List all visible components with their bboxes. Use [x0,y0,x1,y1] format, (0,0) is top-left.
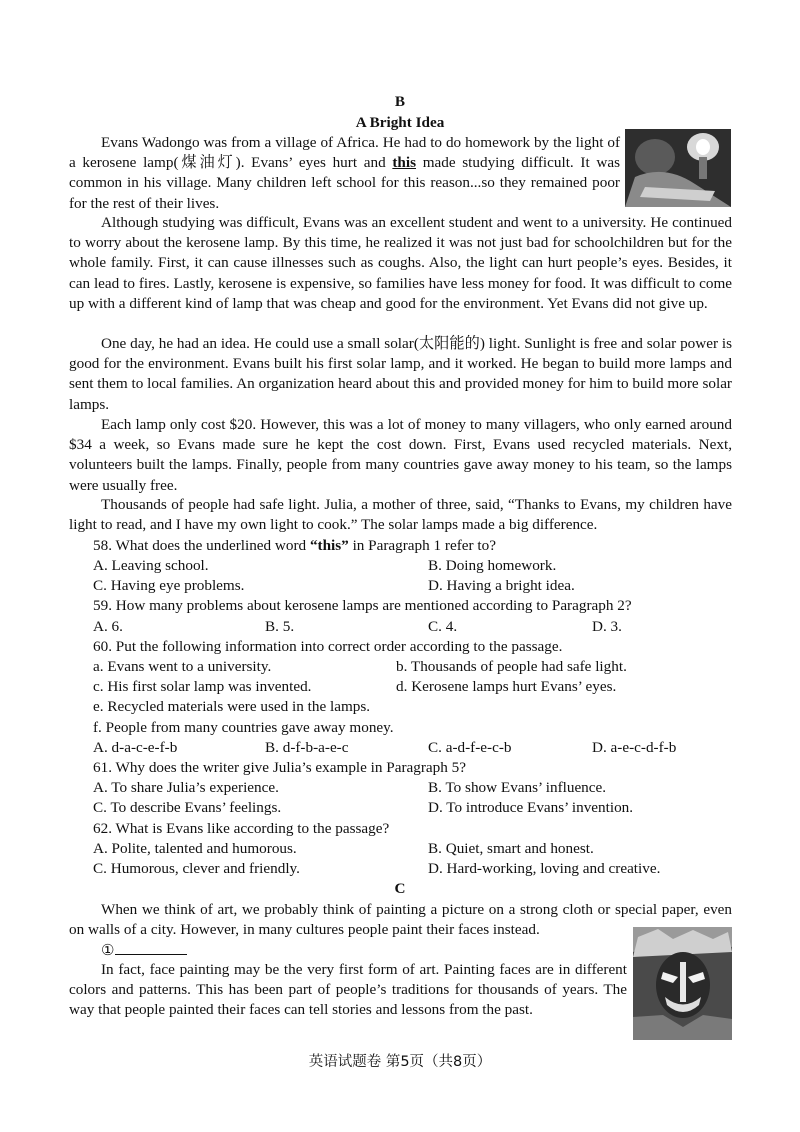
q60-item-f: f. People from many countries gave away money. [93,719,394,736]
question-58-stem: 58. What does the underlined word “this” in Paragraph 1 refer to? [93,537,496,554]
q58-option-c: C. Having eye problems. [93,577,245,594]
q61-option-d: D. To introduce Evans’ invention. [428,799,634,816]
q59-option-c: C. 4. [428,618,458,635]
paragraph-5: Thousands of people had safe light. Julia, a mother of three, said, “Thanks to Evans, my children have light to read, and I have my own light to cook.” The solar lamps made a big difference. [69,496,732,534]
paragraph-1: Evans Wadongo was from a village of Africa. He had to do homework by the light of a kerosene lamp(煤油灯). Evans’ eyes hurt and this made studying difficult. It was common in his village. Many children left school for this reason...so they remained poor for the rest of their lives. [69,134,620,212]
blank-line [115,940,187,955]
section-c-paragraph-1: When we think of art, we probably think of painting a picture on a strong cloth or special paper, even on walls of a city. However, in many cultures people paint their faces instead. [69,901,732,939]
question-61-stem: 61. Why does the writer give Julia’s example in Paragraph 5? [93,759,466,776]
q58-option-d: D. Having a bright idea. [428,577,575,594]
q59-option-d: D. 3. [592,618,622,635]
q62-option-b: B. Quiet, smart and honest. [428,840,594,857]
question-59-stem: 59. How many problems about kerosene lamps are mentioned according to Paragraph 2? [93,597,632,614]
q61-option-c: C. To describe Evans’ feelings. [93,799,282,816]
page-footer: 英语试题卷 第5页（共8页） [308,1054,492,1070]
passage-title: A Bright Idea [355,114,445,131]
q60-item-c: c. His first solar lamp was invented. [93,678,312,695]
q60-option-b: B. d-f-b-a-e-c [265,739,349,756]
q58-option-b: B. Doing homework. [428,557,557,574]
q60-option-c: C. a-d-f-e-c-b [428,739,512,756]
answer-blank-1[interactable]: ① [101,940,187,961]
question-60-stem: 60. Put the following information into correct order according to the passage. [93,638,563,655]
q62-option-c: C. Humorous, clever and friendly. [93,860,300,877]
q61-option-a: A. To share Julia’s experience. [93,779,279,796]
q60-item-a: a. Evans went to a university. [93,658,272,675]
kerosene-lamp-photo [625,129,731,207]
underlined-word-this: this [392,154,416,172]
q62-option-d: D. Hard-working, loving and creative. [428,860,661,877]
paragraph-2: Although studying was difficult, Evans was an excellent student and went to a university. He continued to worry about the kerosene lamp. By this time, he realized it was not just bad for schoolchildren but for the whole family. First, it can cause illnesses such as coughs. Also, the light can hurt people’s eyes. Besides, it can lead to fires. Lastly, kerosene is expensive, so families have less money for food. It was difficult to come up with a different kind of lamp that was cheap and good for the environment. Yet Evans did not give up. [69,214,732,312]
question-62-stem: 62. What is Evans like according to the passage? [93,820,390,837]
face-painting-photo [633,927,732,1040]
paragraph-4: Each lamp only cost $20. However, this was a lot of money to many villagers, who only earned around $34 a week, so Evans made sure he kept the cost down. First, Evans used recycled materials. Next, volunteers built the lamps. Finally, people from many countries gave away money to his team, so the lamps were usually free. [69,416,732,494]
section-c-paragraph-2: In fact, face painting may be the very first form of art. Painting faces are in different colors and patterns. This has been part of people’s traditions for thousands of years. The way that people painted their faces can tell stories and lessons from the past. [69,961,627,1019]
q61-option-b: B. To show Evans’ influence. [428,779,607,796]
q60-option-a: A. d-a-c-e-f-b [93,739,178,756]
q60-item-d: d. Kerosene lamps hurt Evans’ eyes. [396,678,617,695]
q60-item-e: e. Recycled materials were used in the lamps. [93,698,371,715]
paragraph-3: One day, he had an idea. He could use a small solar(太阳能的) light. Sunlight is free and solar power is good for the environment. Evans built his first solar lamp, and it worked. He began to build more lamps and sent them to local families. An organization heard about this and provided money for him to build more solar lamps. [69,335,732,413]
q62-option-a: A. Polite, talented and humorous. [93,840,297,857]
q59-option-a: A. 6. [93,618,123,635]
section-letter-c: C [394,880,406,897]
q60-item-b: b. Thousands of people had safe light. [396,658,627,675]
q59-option-b: B. 5. [265,618,295,635]
q58-option-a: A. Leaving school. [93,557,209,574]
q60-option-d: D. a-e-c-d-f-b [592,739,677,756]
section-letter-b: B [394,93,406,110]
